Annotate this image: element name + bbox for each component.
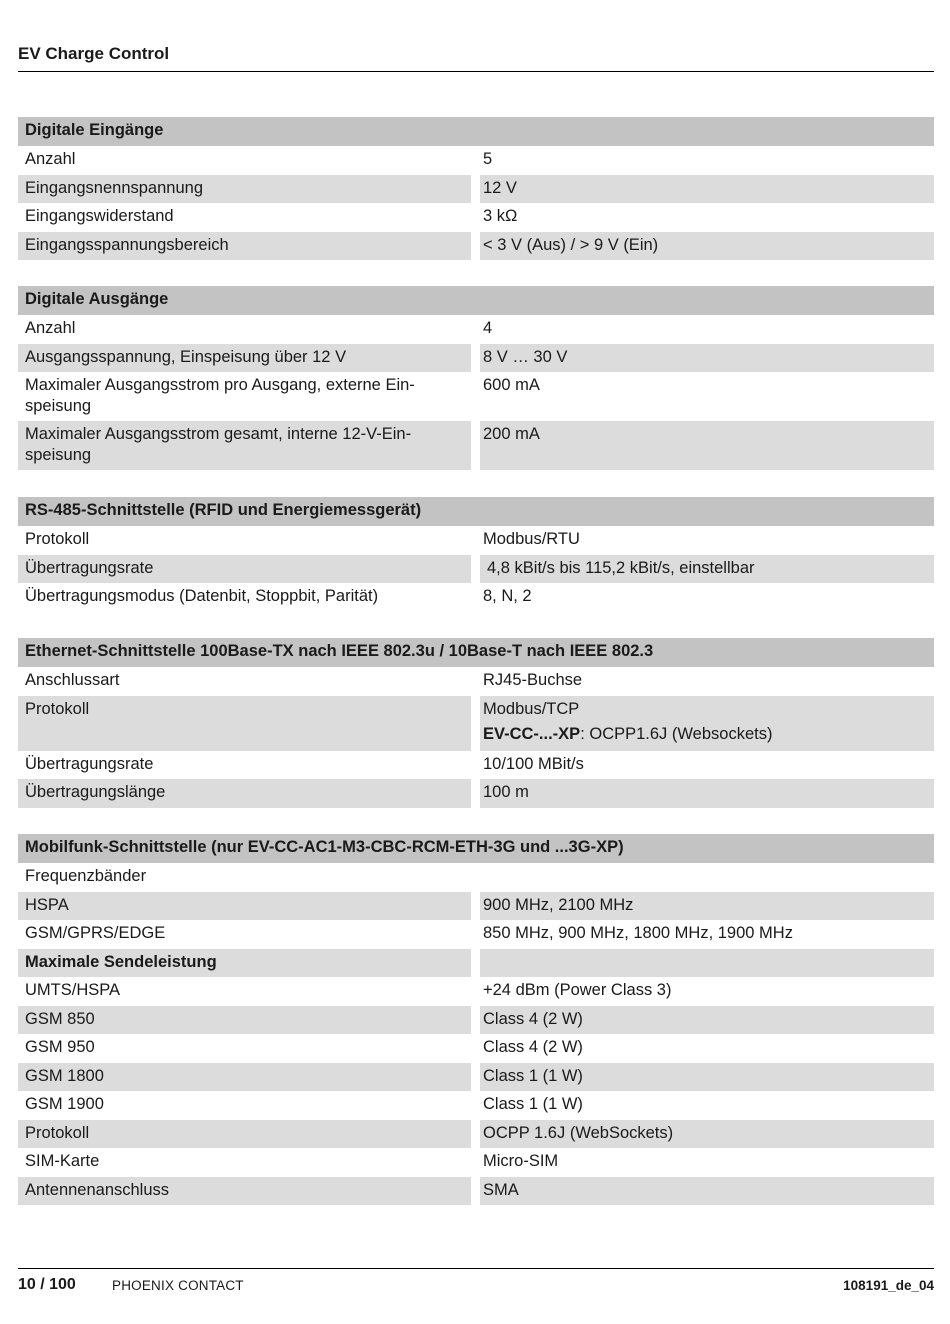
table-row	[18, 1148, 934, 1177]
row-label-line: Maximaler Ausgangsstrom pro Ausgang, externe Ein-	[25, 376, 415, 394]
section-heading: Ethernet-Schnittstelle 100Base-TX nach IEEE 802.3u / 10Base-T nach IEEE 802.3	[18, 638, 934, 667]
row-label: Eingangsspannungsbereich	[18, 232, 471, 261]
row-value: 100 m	[480, 779, 934, 808]
table-row	[18, 751, 934, 780]
row-value: Modbus/RTU	[483, 530, 580, 548]
row-label: Protokoll	[18, 696, 471, 751]
row-label: GSM 950	[25, 1038, 95, 1056]
row-label: Übertragungsrate	[25, 754, 154, 773]
table-row	[18, 949, 934, 978]
row-value-line	[483, 724, 927, 745]
row-label: GSM/GPRS/EDGE	[25, 924, 166, 942]
row-value: SMA	[480, 1177, 934, 1206]
table-ethernet	[18, 638, 934, 808]
row-label: UMTS/HSPA	[25, 981, 121, 999]
table-row	[18, 146, 934, 175]
row-label: Frequenzbänder	[25, 867, 147, 885]
table-row	[18, 977, 934, 1006]
row-value: 850 MHz, 900 MHz, 1800 MHz, 1900 MHz	[483, 924, 793, 942]
table-row	[18, 920, 934, 949]
table-digital-outputs	[18, 286, 934, 470]
row-value: 12 V	[480, 175, 934, 204]
row-label: Antennenanschluss	[18, 1177, 471, 1206]
row-label-line: speisung	[25, 445, 92, 464]
table-row	[18, 1091, 934, 1120]
row-label: Übertragungsrate	[18, 555, 471, 584]
row-value: 4	[483, 319, 493, 337]
table-row	[18, 232, 934, 261]
row-value: OCPP 1.6J (WebSockets)	[480, 1120, 934, 1149]
table-row	[18, 1063, 934, 1092]
row-value: 8 V … 30 V	[480, 344, 934, 373]
row-value: Class 4 (2 W)	[480, 1006, 934, 1035]
section-heading: Digitale Eingänge	[18, 117, 934, 146]
row-label: Eingangsnennspannung	[18, 175, 471, 204]
row-label	[18, 421, 471, 470]
row-value: 8, N, 2	[483, 587, 532, 605]
table-row	[18, 203, 934, 232]
row-value: RJ45-Buchse	[483, 671, 583, 689]
document-id: 108191_de_04	[843, 1278, 934, 1293]
row-value-line: Modbus/TCP	[483, 699, 580, 718]
table-digital-inputs	[18, 117, 934, 260]
table-row	[18, 583, 934, 612]
page-number: 10 / 100	[18, 1276, 76, 1293]
row-value: +24 dBm (Power Class 3)	[483, 981, 672, 999]
row-label-line: speisung	[25, 396, 92, 415]
footer-rule	[18, 1268, 934, 1269]
table-row	[18, 175, 934, 204]
table-row	[18, 779, 934, 808]
row-value: 5	[483, 150, 493, 168]
row-value	[480, 863, 934, 892]
table-row	[18, 1034, 934, 1063]
row-label: GSM 1900	[25, 1095, 104, 1113]
row-label: Anschlussart	[25, 671, 120, 689]
table-row	[18, 696, 934, 751]
table-row	[18, 1006, 934, 1035]
table-row	[18, 372, 934, 421]
row-label-line: Maximaler Ausgangsstrom gesamt, interne 12-V-Ein-	[25, 425, 412, 443]
row-label: Anzahl	[25, 150, 76, 168]
row-value: 200 mA	[480, 421, 934, 470]
row-value: 3 kΩ	[483, 207, 518, 225]
row-value: Class 1 (1 W)	[480, 1063, 934, 1092]
row-value: Class 4 (2 W)	[483, 1038, 583, 1056]
table-row	[18, 315, 934, 344]
row-label: Übertragungsmodus (Datenbit, Stoppbit, Parität)	[25, 587, 379, 605]
variant-protocol: : OCPP1.6J (Websockets)	[580, 725, 773, 743]
row-value: Micro-SIM	[483, 1152, 559, 1170]
table-row	[18, 1177, 934, 1206]
row-label	[18, 372, 471, 421]
row-value: Class 1 (1 W)	[483, 1095, 583, 1113]
row-value: 4,8 kBit/s bis 115,2 kBit/s, einstellbar	[480, 555, 934, 584]
table-row	[18, 344, 934, 373]
section-heading: RS-485-Schnittstelle (RFID und Energiemessgerät)	[18, 497, 934, 526]
table-row	[18, 892, 934, 921]
section-heading: Digitale Ausgänge	[18, 286, 934, 315]
table-row	[18, 421, 934, 470]
row-label: SIM-Karte	[25, 1152, 100, 1170]
variant-code: EV-CC-...-XP	[483, 725, 581, 743]
table-row	[18, 1120, 934, 1149]
row-value: < 3 V (Aus) / > 9 V (Ein)	[480, 232, 934, 261]
brand-name: PHOENIX CONTACT	[112, 1278, 244, 1293]
row-label: Anzahl	[25, 319, 76, 337]
table-row	[18, 526, 934, 555]
row-value: 10/100 MBit/s	[483, 754, 584, 773]
page-header-title: EV Charge Control	[18, 44, 170, 63]
row-label: Ausgangsspannung, Einspeisung über 12 V	[18, 344, 471, 373]
table-row	[18, 667, 934, 696]
table-row	[18, 863, 934, 892]
row-label: Protokoll	[18, 1120, 471, 1149]
row-label: Übertragungslänge	[18, 779, 471, 808]
row-value: 900 MHz, 2100 MHz	[480, 892, 934, 921]
row-value: 600 mA	[483, 376, 540, 394]
table-mobile	[18, 834, 934, 1205]
row-value	[480, 949, 934, 978]
row-value	[480, 696, 934, 751]
table-row	[18, 555, 934, 584]
row-label: GSM 1800	[18, 1063, 471, 1092]
row-subheading: Maximale Sendeleistung	[18, 949, 471, 978]
row-label: HSPA	[18, 892, 471, 921]
section-heading: Mobilfunk-Schnittstelle (nur EV-CC-AC1-M3-CBC-RCM-ETH-3G und ...3G-XP)	[18, 834, 934, 863]
row-label: Protokoll	[25, 530, 90, 548]
header-rule	[18, 71, 934, 72]
table-rs485	[18, 497, 934, 612]
row-label: Eingangswiderstand	[25, 207, 174, 225]
row-label: GSM 850	[18, 1006, 471, 1035]
